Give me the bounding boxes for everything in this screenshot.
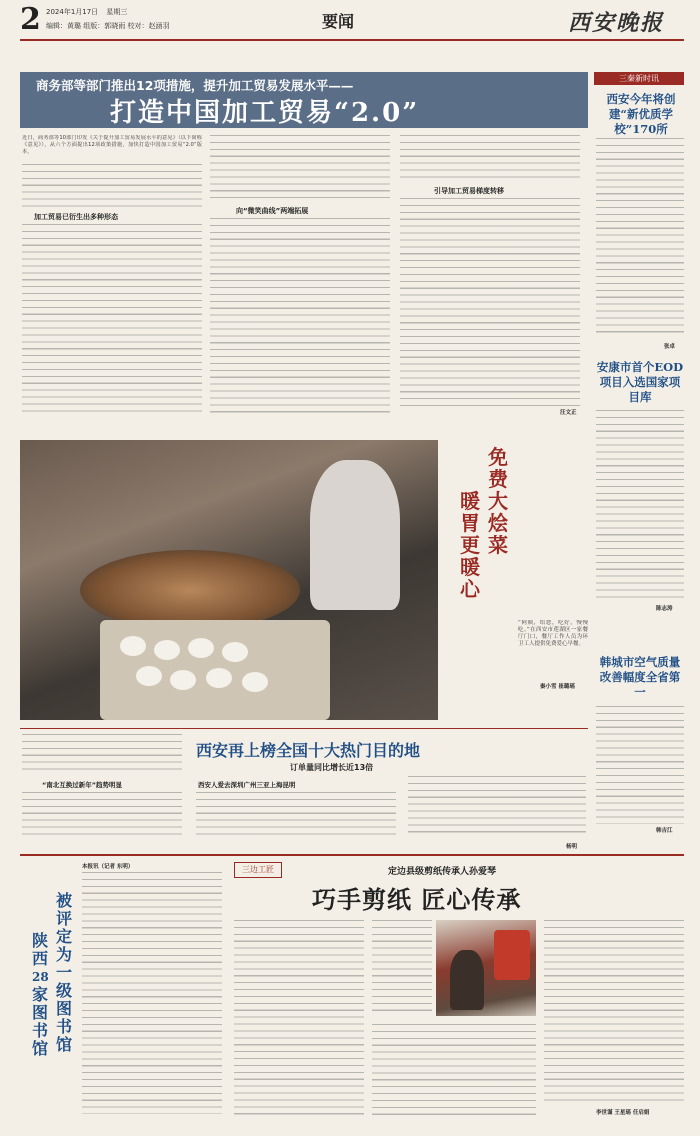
photo-title-char: 费 bbox=[488, 467, 508, 491]
issue-weekday: 星期三 bbox=[106, 8, 128, 16]
eod-headline: 安康市首个EOD项目入选国家项目库 bbox=[596, 360, 684, 404]
library-headline-char: 图 bbox=[56, 999, 73, 1018]
bottom-rule bbox=[20, 854, 684, 856]
school-byline: 张卓 bbox=[664, 344, 676, 350]
folk-photo-artist bbox=[450, 950, 484, 1010]
lead-subhead-3: 引导加工贸易梯度转移 bbox=[434, 187, 504, 195]
folk-tag: 三边工匠 bbox=[234, 862, 282, 878]
folk-column-2b bbox=[372, 1024, 536, 1116]
photo-caption: “阿姨，给您，吃好，慢慢吃。”在西安市莲湖区一家餐厅门口，餐厅工作人员为环卫工人提供免费爱心早餐。 bbox=[518, 620, 588, 647]
lead-headline: 打造中国加工贸易“2.0” bbox=[110, 98, 420, 128]
library-headline-char: 一 bbox=[56, 963, 73, 982]
hanzhong-headline: 韩城市空气质量改善幅度全省第一 bbox=[599, 655, 681, 699]
photo-worker bbox=[310, 460, 400, 610]
folk-column-2a bbox=[372, 920, 432, 1016]
photo-title-char: 暖 bbox=[460, 555, 480, 579]
lead-column-3a bbox=[400, 135, 580, 183]
library-headline-char: 馆 bbox=[32, 1039, 49, 1058]
photo-title-char: 胃 bbox=[460, 511, 480, 535]
photo-bun-5 bbox=[136, 666, 162, 686]
masthead-date-line bbox=[46, 7, 127, 17]
photo-title-char: 免 bbox=[488, 445, 508, 469]
library-lead-in: 本报讯（记者 东明） bbox=[82, 864, 134, 870]
tourism-byline: 杨明 bbox=[566, 844, 578, 850]
tourism-column-1a bbox=[22, 734, 182, 774]
tourism-subhead-1: “南北互换过新年”趋势明显 bbox=[42, 781, 123, 789]
lead-column-1b bbox=[22, 224, 202, 414]
eod-byline: 陈志涛 bbox=[656, 606, 673, 612]
photo-title-char: 心 bbox=[460, 577, 480, 601]
tourism-rule bbox=[20, 728, 588, 729]
library-headline-char: 家 bbox=[32, 985, 49, 1004]
lead-column-3b bbox=[400, 198, 580, 410]
library-headline-char: 陕 bbox=[32, 931, 49, 950]
lead-column-2a bbox=[210, 135, 390, 203]
masthead-rule bbox=[20, 39, 684, 41]
lead-intro: 近日，商务部等10部门印发《关于提升加工贸易发展水平的意见》（以下简称《意见》），从六个方面提出12项政策措施，加快打造中国加工贸易“2.0”版本。 bbox=[22, 135, 202, 155]
library-headline-char: 被 bbox=[56, 891, 73, 910]
photo-bun-3 bbox=[188, 638, 214, 658]
lead-byline: 汪文正 bbox=[560, 410, 577, 416]
photo-bun-1 bbox=[120, 636, 146, 656]
photo-bun-8 bbox=[242, 672, 268, 692]
folk-photo-papercut bbox=[494, 930, 530, 980]
photo-title-char: 菜 bbox=[488, 533, 508, 557]
library-headline bbox=[22, 892, 80, 1092]
folk-column-1 bbox=[234, 920, 364, 1116]
folk-photo bbox=[436, 920, 536, 1016]
library-headline-char: 馆 bbox=[56, 1035, 73, 1054]
folk-headline: 巧手剪纸 匠心传承 bbox=[312, 885, 522, 914]
lead-column-1a bbox=[22, 164, 202, 209]
tourism-headline: 西安再上榜全国十大热门目的地 bbox=[196, 741, 421, 760]
tourism-column-1b bbox=[22, 792, 182, 840]
photo-title-char: 烩 bbox=[488, 511, 508, 535]
school-body bbox=[596, 138, 684, 338]
library-headline-char: 评 bbox=[56, 909, 73, 928]
tourism-column-2 bbox=[196, 792, 396, 840]
library-headline-char: 为 bbox=[56, 945, 73, 964]
section-title: 要闻 bbox=[322, 12, 355, 31]
photo-title-char: 大 bbox=[488, 489, 508, 513]
photo-title-char: 暖 bbox=[460, 489, 480, 513]
library-headline-char: 书 bbox=[56, 1017, 73, 1036]
photo-pot bbox=[80, 550, 300, 630]
tourism-subhead: 订单量同比增长近13倍 bbox=[290, 763, 374, 772]
photo-bun-2 bbox=[154, 640, 180, 660]
lead-column-2b bbox=[210, 218, 390, 414]
library-headline-char: 书 bbox=[32, 1021, 49, 1040]
page-number: 2 bbox=[20, 2, 41, 37]
library-headline-char: 级 bbox=[56, 981, 73, 1000]
paper-logo: 西安晚报 bbox=[568, 10, 665, 36]
tourism-column-3 bbox=[408, 776, 586, 836]
photo-bun-7 bbox=[206, 668, 232, 688]
photo-bun-4 bbox=[222, 642, 248, 662]
folk-column-3 bbox=[544, 920, 684, 1104]
folk-kicker: 定边县级剪纸传承人孙爱琴 bbox=[388, 867, 497, 877]
lead-subhead-1: 加工贸易已衍生出多种形态 bbox=[34, 213, 118, 221]
column-tag: 三秦新时讯 bbox=[594, 72, 684, 85]
tourism-subhead-2: 西安人爱去深圳广州三亚上海昆明 bbox=[198, 781, 296, 789]
library-headline-char: 图 bbox=[32, 1003, 49, 1022]
issue-date: 2024年1月17日 bbox=[46, 8, 99, 16]
eod-body bbox=[596, 410, 684, 602]
library-headline-char: 28 bbox=[32, 970, 49, 984]
lead-kicker: 商务部等部门推出12项措施，提升加工贸易发展水平—— bbox=[36, 78, 354, 93]
photo-byline: 秦小雪 崔璐瑶 bbox=[540, 684, 575, 690]
lead-subhead-2: 向“微笑曲线”两端拓展 bbox=[236, 207, 309, 215]
folk-byline: 李世谨 王星瑶 任启娟 bbox=[596, 1110, 650, 1116]
photo-title-char: 更 bbox=[460, 533, 480, 557]
photo-bun-6 bbox=[170, 670, 196, 690]
news-photo bbox=[20, 440, 438, 720]
school-headline: 西安今年将创建“新优质学校”170所 bbox=[606, 92, 676, 136]
library-body bbox=[82, 872, 222, 1114]
hanzhong-body bbox=[596, 706, 684, 824]
library-headline-char: 西 bbox=[32, 949, 49, 968]
library-headline-char: 定 bbox=[56, 927, 73, 946]
editor-credits: 编辑：黄璐 组版：郭晓雨 校对：赵涵羽 bbox=[46, 22, 170, 30]
hanzhong-byline: 韩吉江 bbox=[656, 828, 673, 834]
